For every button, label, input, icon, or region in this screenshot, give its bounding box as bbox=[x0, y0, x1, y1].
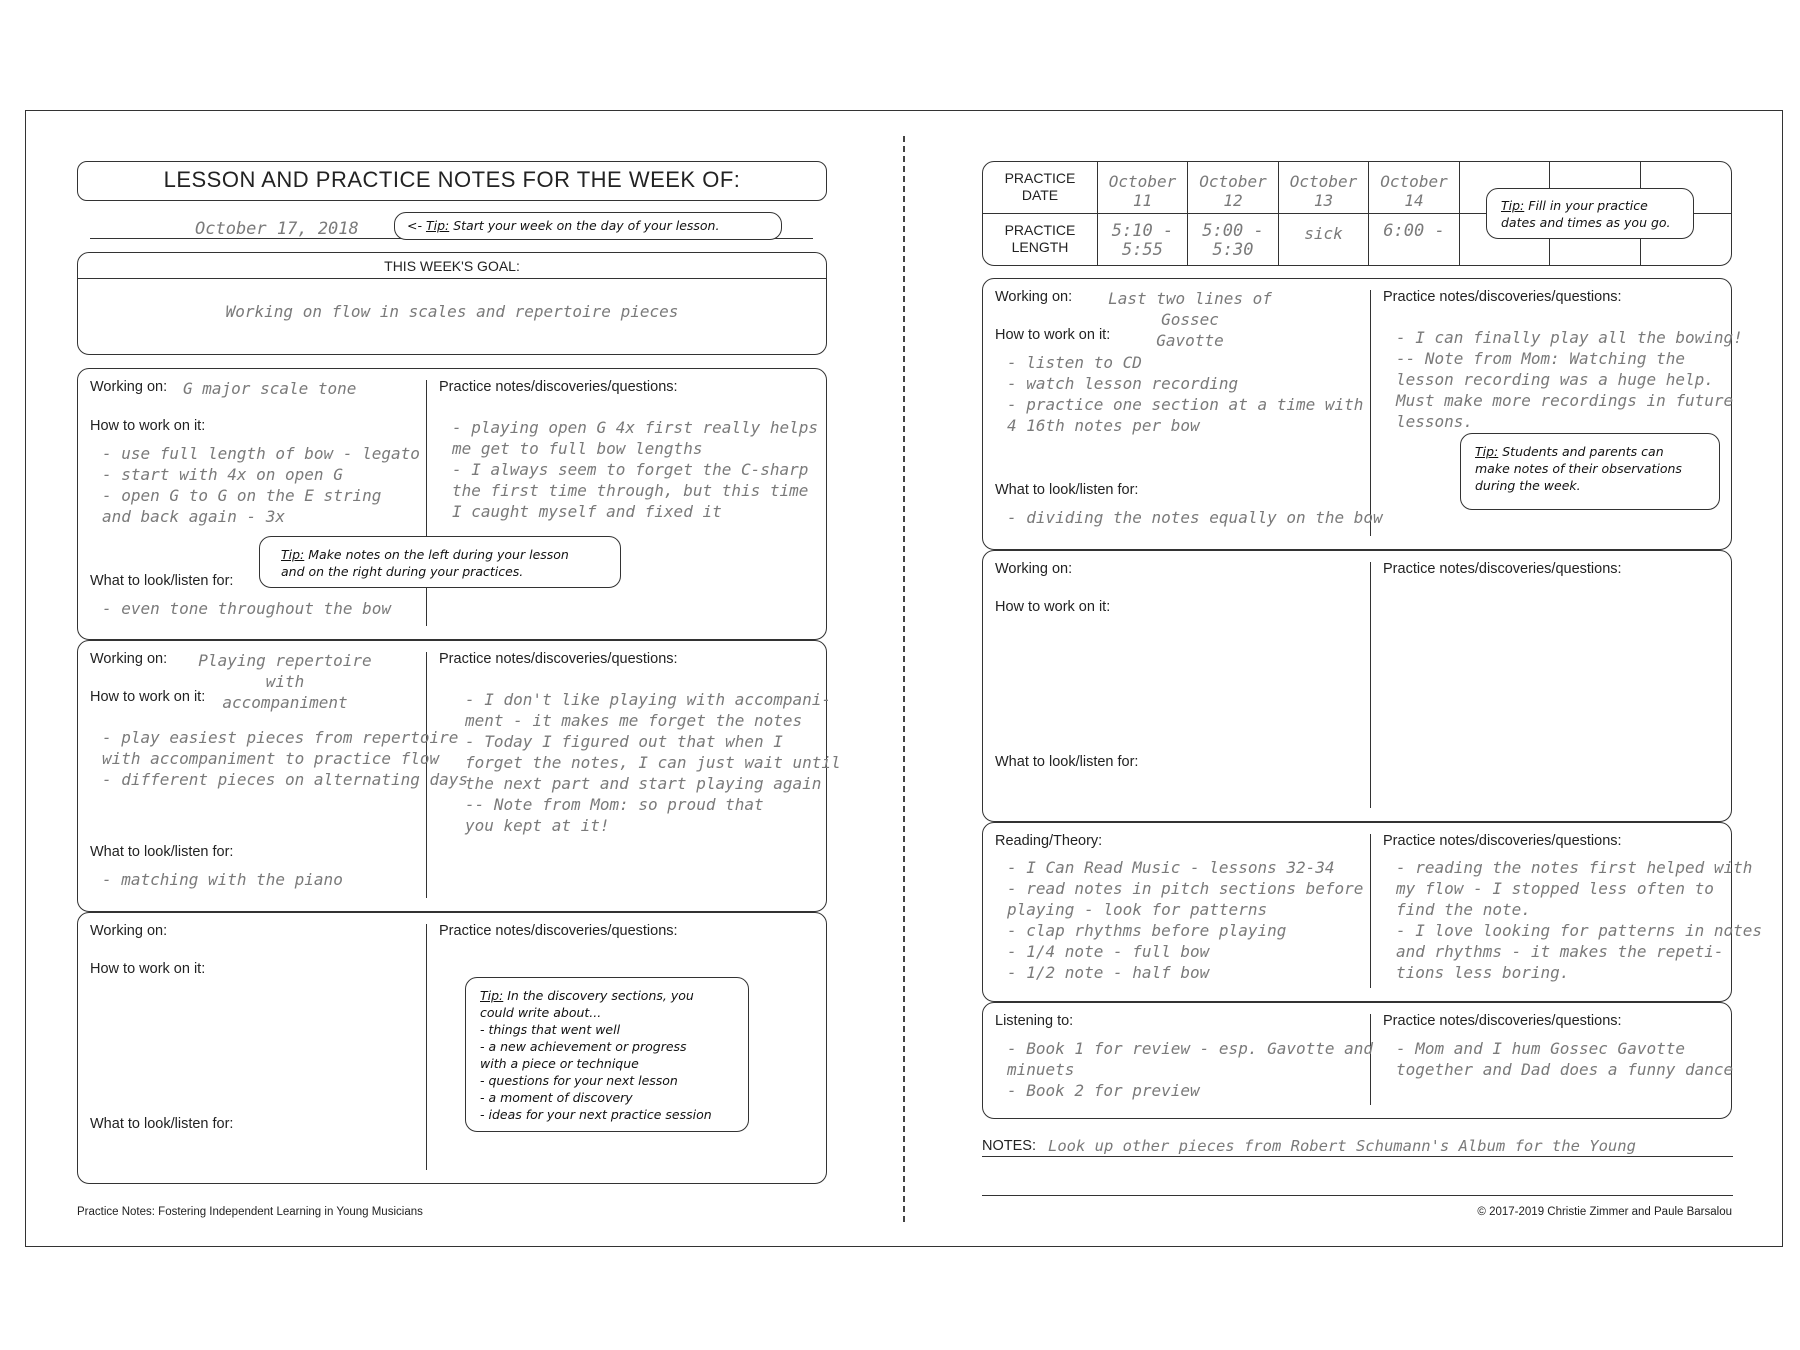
practice-notes-label: Practice notes/discoveries/questions: bbox=[1383, 561, 1622, 577]
look-listen-label: What to look/listen for: bbox=[995, 754, 1139, 770]
tip-table: Tip: Fill in your practice dates and times as you go. bbox=[1486, 188, 1694, 239]
right-section-1-divider bbox=[1370, 290, 1371, 536]
reading-theory-text[interactable]: - I Can Read Music - lessons 32-34 - read notes in pitch sections before playing - look for patterns - clap rhythms before playing - 1/4 note - full bow - 1/2 note - half bow bbox=[1007, 858, 1364, 982]
notes-text[interactable]: Look up other pieces from Robert Schumann's Album for the Young bbox=[1048, 1137, 1636, 1155]
tip-notes-sides: Tip: Make notes on the left during your lesson and on the right during your practices. bbox=[259, 536, 621, 588]
reading-divider bbox=[1370, 834, 1371, 988]
look-listen-text[interactable]: - dividing the notes equally on the bow bbox=[1007, 508, 1383, 527]
look-listen-text[interactable]: - even tone throughout the bow bbox=[102, 599, 391, 618]
practice-notes-text[interactable]: - I can finally play all the bowing! -- Note from Mom: Watching the lesson recording was a huge help. Must make more recordings in future lessons. bbox=[1396, 328, 1743, 431]
tip-label: Tip: bbox=[281, 547, 305, 562]
date-cell[interactable]: October 14 bbox=[1380, 172, 1448, 210]
practice-notes-label: Practice notes/discoveries/questions: bbox=[439, 651, 678, 667]
practice-length-header: PRACTICE LENGTH bbox=[1004, 222, 1076, 255]
working-on-label: Working on: bbox=[90, 923, 168, 939]
how-to-label: How to work on it: bbox=[90, 961, 206, 977]
practice-notes-label: Practice notes/discoveries/questions: bbox=[1383, 289, 1622, 305]
tip-week-start bbox=[394, 212, 782, 240]
practice-notes-text[interactable]: - Mom and I hum Gossec Gavotte together and Dad does a funny dance bbox=[1396, 1039, 1734, 1079]
goal-text[interactable]: Working on flow in scales and repertoire pieces bbox=[225, 302, 679, 321]
left-section-3-divider bbox=[426, 924, 427, 1170]
tip-discovery: Tip: In the discovery sections, you could write about... - things that went well - a new achievement or progress with a piece or technique - questions for your next lesson - a moment of discovery - ideas for your next practice session bbox=[465, 977, 749, 1132]
page-divider bbox=[903, 136, 905, 1222]
week-date[interactable]: October 17, 2018 bbox=[195, 219, 359, 239]
practice-notes-label: Practice notes/discoveries/questions: bbox=[1383, 1013, 1622, 1029]
right-section-2 bbox=[982, 550, 1732, 822]
goal-label: THIS WEEK'S GOAL: bbox=[384, 258, 520, 274]
tip-label: Tip: bbox=[1475, 444, 1499, 459]
look-listen-label: What to look/listen for: bbox=[90, 1116, 234, 1132]
look-listen-label: What to look/listen for: bbox=[995, 482, 1139, 498]
tip-label: Tip: bbox=[480, 988, 504, 1003]
listening-text[interactable]: - Book 1 for review - esp. Gavotte and minuets - Book 2 for preview bbox=[1007, 1039, 1374, 1100]
practice-notes-label: Practice notes/discoveries/questions: bbox=[439, 923, 678, 939]
notes-label: NOTES: bbox=[982, 1138, 1036, 1154]
working-on-text[interactable]: Last two lines of Gossec Gavotte bbox=[1108, 289, 1272, 350]
how-to-text[interactable]: - use full length of bow - legato - start with 4x on open G - open G to G on the E string and back again - 3x bbox=[102, 444, 420, 526]
working-on-label: Working on: bbox=[90, 651, 168, 667]
page-title: LESSON AND PRACTICE NOTES FOR THE WEEK OF: bbox=[77, 161, 827, 201]
tip-label: Tip: bbox=[425, 218, 450, 233]
working-on-label: Working on: bbox=[995, 561, 1073, 577]
practice-date-header: PRACTICE DATE bbox=[1004, 170, 1076, 203]
date-cell[interactable]: October 11 bbox=[1108, 172, 1177, 210]
working-on-label: Working on: bbox=[90, 379, 168, 395]
practice-notes-text[interactable]: - playing open G 4x first really helps me get to full bow lengths - I always seem to forget the C-sharp the first time through, but this time I caught myself and fixed it bbox=[452, 418, 819, 521]
length-cell[interactable]: 5:00 - 5:30 bbox=[1202, 221, 1264, 260]
how-to-label: How to work on it: bbox=[90, 418, 206, 434]
how-to-text[interactable]: - listen to CD - watch lesson recording - practice one section at a time with 4 16th notes per bow bbox=[1007, 353, 1364, 435]
right-footer: © 2017-2019 Christie Zimmer and Paule Barsalou bbox=[1477, 1206, 1732, 1218]
length-cell[interactable]: 5:10 - 5:55 bbox=[1111, 221, 1174, 260]
practice-notes-text[interactable]: - reading the notes first helped with my flow - I stopped less often to find the note. - I love looking for patterns in notes and rhythms - it makes the repeti- tions less boring. bbox=[1396, 858, 1763, 982]
practice-notes-text[interactable]: - I don't like playing with accompani- ment - it makes me forget the notes - Today I figured out that when I forget the notes, I can just wait until the next part and start playing again -- Note from Mom: so proud that you kept at it! bbox=[465, 690, 841, 835]
look-listen-text[interactable]: - matching with the piano bbox=[102, 870, 343, 889]
date-cell[interactable]: October 13 bbox=[1289, 172, 1358, 210]
length-cell[interactable]: sick bbox=[1304, 224, 1343, 243]
tip-text: Start your week on the day of your lesson. bbox=[453, 218, 720, 233]
table-col-divider bbox=[1459, 162, 1460, 265]
working-on-label: Working on: bbox=[995, 289, 1073, 305]
notes-line bbox=[982, 1156, 1733, 1157]
left-footer: Practice Notes: Fostering Independent Learning in Young Musicians bbox=[77, 1206, 423, 1218]
goal-divider bbox=[78, 278, 826, 279]
date-cell[interactable]: October 12 bbox=[1199, 172, 1267, 210]
look-listen-label: What to look/listen for: bbox=[90, 844, 234, 860]
length-cell[interactable]: 6:00 - bbox=[1383, 221, 1445, 241]
practice-notes-label: Practice notes/discoveries/questions: bbox=[439, 379, 678, 395]
how-to-text[interactable]: - play easiest pieces from repertoire with accompaniment to practice flow - different pieces on alternating days bbox=[102, 728, 469, 789]
tip-arrow: <- bbox=[407, 218, 422, 233]
tip-students-parents: Tip: Students and parents can make notes of their observations during the week. bbox=[1460, 433, 1720, 510]
reading-theory-label: Reading/Theory: bbox=[995, 833, 1103, 849]
working-on-text[interactable]: Playing repertoire with accompaniment bbox=[198, 651, 372, 712]
notes-line bbox=[982, 1195, 1733, 1196]
listening-label: Listening to: bbox=[995, 1013, 1074, 1029]
tip-label: Tip: bbox=[1501, 198, 1525, 213]
working-on-text[interactable]: G major scale tone bbox=[183, 379, 357, 398]
how-to-label: How to work on it: bbox=[995, 599, 1111, 615]
right-section-2-divider bbox=[1370, 562, 1371, 808]
practice-notes-label: Practice notes/discoveries/questions: bbox=[1383, 833, 1622, 849]
look-listen-label: What to look/listen for: bbox=[90, 573, 234, 589]
how-to-label: How to work on it: bbox=[995, 327, 1111, 343]
left-section-1-divider bbox=[426, 380, 427, 626]
how-to-label: How to work on it: bbox=[90, 689, 206, 705]
